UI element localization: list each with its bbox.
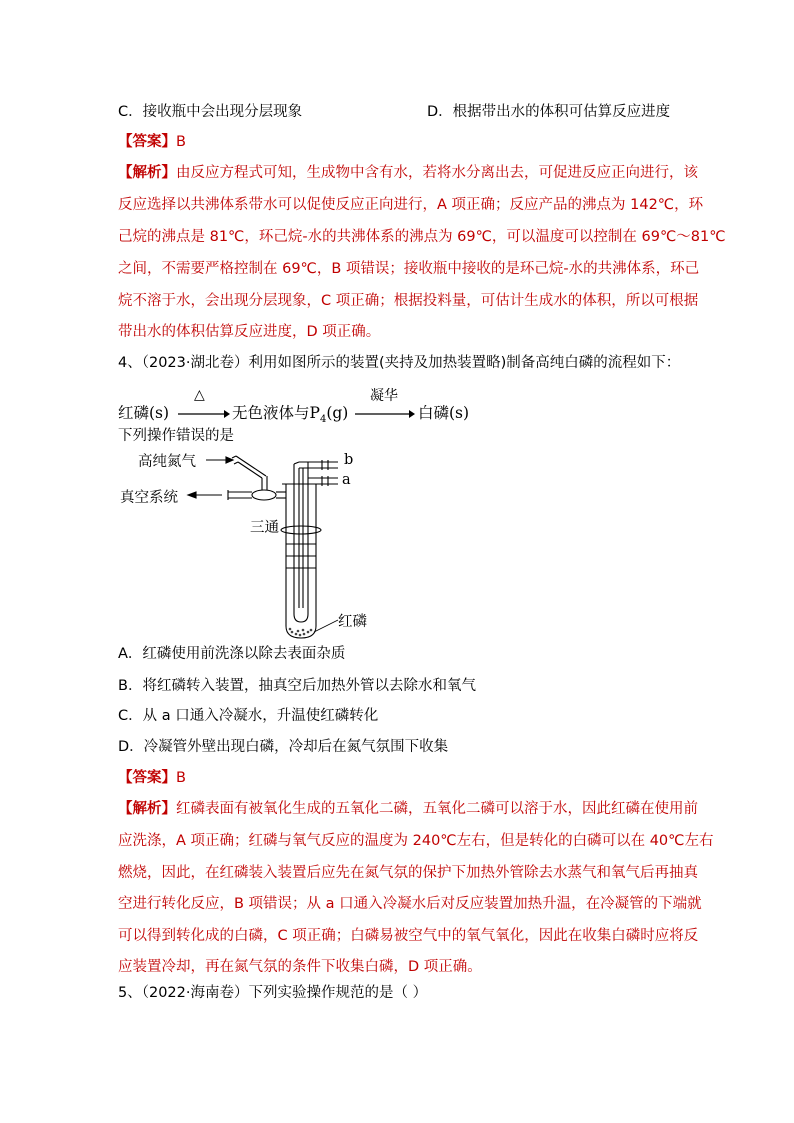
q4-equation [118,387,518,426]
label-nitrogen: 高纯氮气 [138,454,196,470]
q3-analysis-line-3: 己烷的沸点是 81℃，环己烷-水的共沸体系的沸点为 69℃，可以温度可以控制在 69℃～81℃ [118,229,726,245]
answer-value: B [176,770,186,786]
q4-answer [118,768,186,788]
label-three-way: 三通 [250,520,279,536]
q4-option-d: D．冷凝管外壁出现白磷，冷却后在氮气氛围下收集 [118,739,449,755]
eq-reactant: 红磷(s) [118,404,170,422]
label-red-phosphorus: 红磷 [338,614,367,630]
eq-middle: 无色液体与$P_4(g)$ [232,404,349,426]
q4-option-b: B．将红磷转入装置，抽真空后加热外管以去除水和氧气 [118,678,476,694]
eq-arrow-1 [178,409,230,419]
label-port-b: b [344,452,354,468]
q4-option-c: C．从 a 口通入冷凝水，升温使红磷转化 [118,708,379,724]
q4-analysis-line-3: 燃烧，因此，在红磷装入装置后应先在氮气氛的保护下加热外管除去水蒸气和氧气后再抽真 [118,865,698,881]
eq-heat-symbol: △ [194,387,205,403]
q4-analysis-line-6: 应装置冷却，再在氮气氛的条件下收集白磷，D 项正确。 [118,959,482,975]
q3-analysis-line-4: 之间，不需要严格控制在 69℃，B 项错误；接收瓶中接收的是环己烷-水的共沸体系，环己 [118,261,700,277]
answer-value: B [176,134,186,150]
q3-option-d: D．根据带出水的体积可估算反应进度 [427,104,671,120]
q3-analysis-line-5: 烷不溶于水，会出现分层现象，C 项正确；根据投料量，可估计生成水的体积，所以可根据 [118,293,699,309]
q4-analysis-line-1: 【解析】红磷表面有被氧化生成的五氧化二磷，五氧化二磷可以溶于水，因此红磷在使用前 [118,801,698,817]
q3-option-c: C．接收瓶中会出现分层现象 [118,104,303,120]
q4-option-a: A．红磷使用前洗涤以除去表面杂质 [118,646,346,662]
analysis-tag: 【解析】 [118,801,176,817]
q4-question: 下列操作错误的是 [118,428,234,444]
q3-analysis-line-2: 反应选择以共沸体系带水可以促使反应正向进行，A 项正确；反应产品的沸点为 142℃，环 [118,197,704,213]
q5-stem: 5、（2022·海南卷）下列实验操作规范的是（ ） [118,985,428,1001]
q4-analysis-line-5: 可以得到转化成的白磷，C 项正确；白磷易被空气中的氧气氧化，因此在收集白磷时应将反 [118,928,699,944]
answer-tag: 【答案】 [118,134,176,150]
q3-analysis-line-1: 【解析】由反应方程式可知，生成物中含有水，若将水分离出去，可促进反应正向进行，该 [118,165,698,181]
label-port-a: a [342,472,351,488]
q3-analysis-line-6: 带出水的体积估算反应进度，D 项正确。 [118,324,381,340]
q4-analysis-line-2: 应洗涤，A 项正确；红磷与氧气反应的温度为 240℃左右，但是转化的白磷可以在 40℃左右 [118,833,714,849]
eq-arrow-2 [355,409,415,419]
q4-stem: 4、（2023·湖北卷）利用如图所示的装置(夹持及加热装置略)制备高纯白磷的流程如下： [118,355,681,371]
answer-tag: 【答案】 [118,770,176,786]
apparatus-drawing [118,448,408,640]
q4-analysis-line-4: 空进行转化反应，B 项错误；从 a 口通入冷凝水后对反应装置加热升温，在冷凝管的下端就 [118,896,702,912]
eq-sublimation-label: 凝华 [370,388,398,404]
analysis-tag: 【解析】 [118,165,176,181]
apparatus-diagram [118,448,408,640]
label-vacuum: 真空系统 [120,490,178,506]
eq-product: 白磷(s) [418,404,470,422]
q3-answer [118,132,186,152]
